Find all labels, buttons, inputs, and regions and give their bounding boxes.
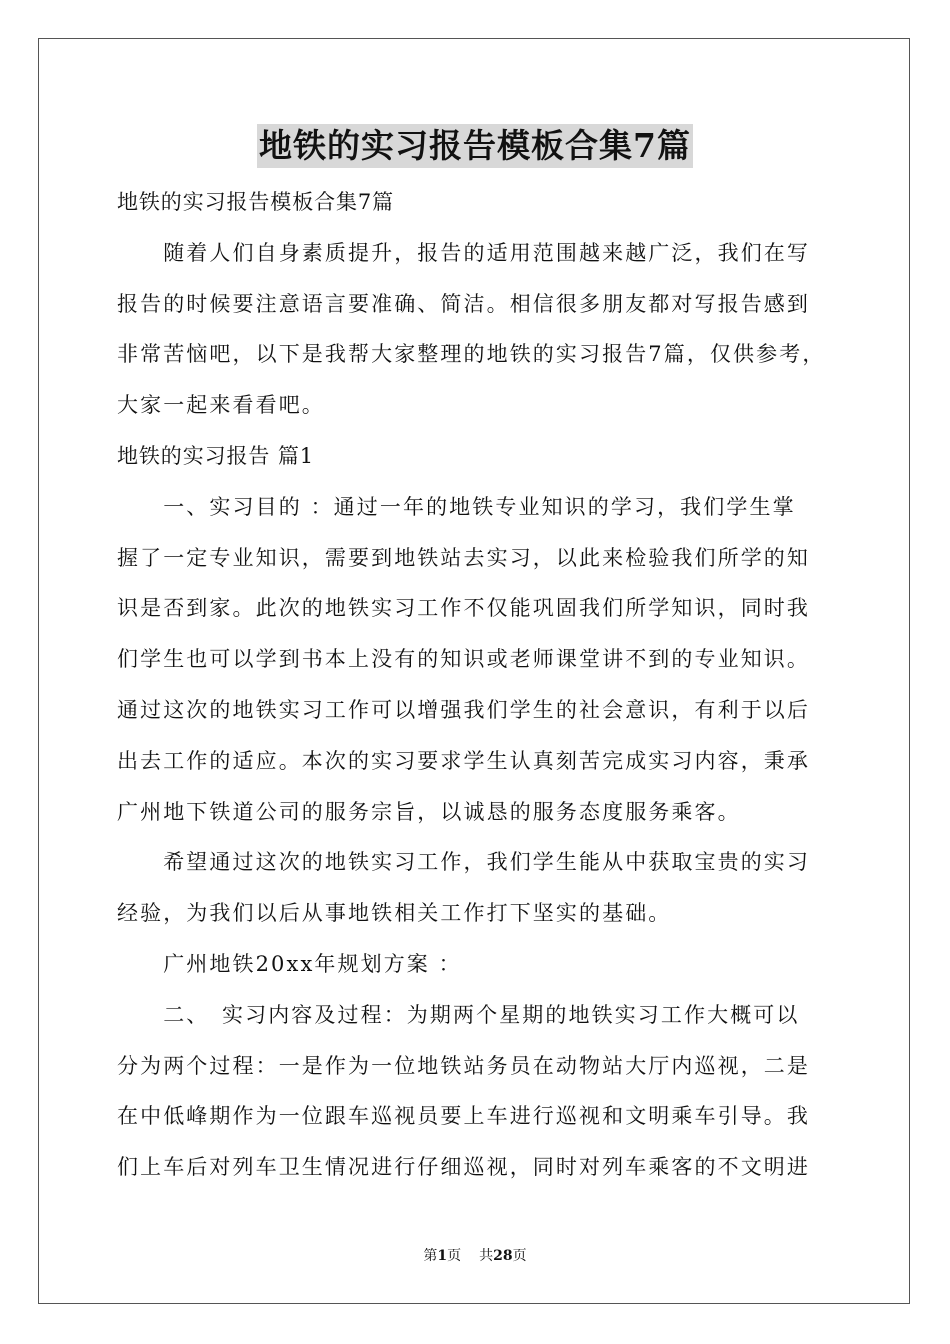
text-line: 们上车后对列车卫生情况进行仔细巡视，同时对列车乘客的不文明进 [117,1155,810,1180]
text-line: 在中低峰期作为一位跟车巡视员要上车进行巡视和文明乘车引导。我 [117,1104,810,1129]
total-pages: 28 [493,1248,513,1264]
text-line: 识是否到家。此次的地铁实习工作不仅能巩固我们所学知识，同时我 [117,596,810,621]
text-line: 通过这次的地铁实习工作可以增强我们学生的社会意识，有利于以后 [117,697,810,722]
total-suffix: 页 [512,1248,527,1264]
page-suffix: 页 [447,1248,462,1264]
text-line: 们学生也可以学到书本上没有的知识或老师课堂讲不到的专业知识。 [117,647,810,672]
total-prefix: 共 [479,1248,494,1264]
text-line: 分为两个过程：一是作为一位地铁站务员在动物站大厅内巡视，二是 [117,1053,810,1078]
text-line: 一、实习目的 ：通过一年的地铁专业知识的学习，我们学生掌 [117,494,796,519]
text-line: 握了一定专业知识，需要到地铁站去实习，以此来检验我们所学的知 [117,545,810,570]
section-heading: 地铁的实习报告模板合集7篇 [117,190,395,214]
text-line: 出去工作的适应。本次的实习要求学生认真刻苦完成实习内容，秉承 [117,748,810,773]
section-heading: 地铁的实习报告 篇1 [117,443,315,468]
text-line: 非常苦恼吧，以下是我帮大家整理的地铁的实习报告7篇，仅供参考， [117,342,826,367]
document-title: 地铁的实习报告模板合集7篇 [257,124,693,168]
document-body [117,177,837,1193]
text-line: 二、 实习内容及过程：为期两个星期的地铁实习工作大概可以 [117,1002,800,1027]
page-number: 1 [437,1248,448,1264]
page-footer [0,1246,950,1266]
text-line: 广州地铁20xx年规划方案 ： [117,951,462,976]
text-line: 大家一起来看看吧。 [117,393,325,418]
text-line: 希望通过这次的地铁实习工作，我们学生能从中获取宝贵的实习 [117,850,810,875]
page-prefix: 第 [423,1248,438,1264]
text-line: 广州地下铁道公司的服务宗旨，以诚恳的服务态度服务乘客。 [117,799,741,824]
text-line: 经验，为我们以后从事地铁相关工作打下坚实的基础。 [117,901,672,926]
title-container [0,124,950,168]
text-line: 随着人们自身素质提升，报告的适用范围越来越广泛，我们在写 [117,240,810,265]
text-line: 报告的时候要注意语言要准确、简洁。相信很多朋友都对写报告感到 [117,291,810,316]
